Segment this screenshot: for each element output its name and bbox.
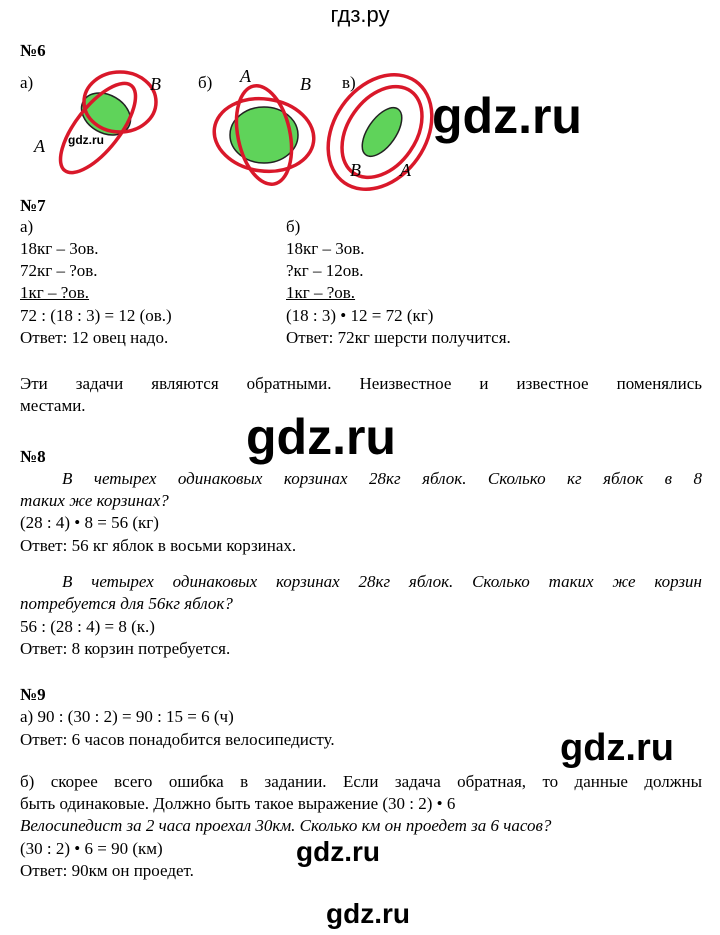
task7-left-4: 72 : (18 : 3) = 12 (ов.) bbox=[20, 306, 172, 325]
watermark-1: gdz.ru bbox=[432, 88, 582, 144]
task9-b-answer: Ответ: 90км он проедет. bbox=[20, 861, 194, 880]
task9-number: №9 bbox=[20, 685, 46, 704]
task8-number: №8 bbox=[20, 447, 46, 466]
task7-right-3: 1кг – ?ов. bbox=[286, 283, 356, 302]
figure-a-label-b: B bbox=[150, 74, 161, 94]
figure-c-inner bbox=[354, 101, 409, 163]
task8-q2-line1: В четырех одинаковых корзинах 28кг яблок. Сколько таких же корзин bbox=[62, 572, 702, 591]
task9-b-calc: (30 : 2) • 6 = 90 (км) bbox=[20, 839, 163, 858]
task8-q1-line1: В четырех одинаковых корзинах 28кг яблок. Сколько кг яблок в 8 bbox=[62, 469, 702, 488]
figure-a-label: а) bbox=[20, 73, 34, 92]
figure-b-label-a: A bbox=[240, 66, 251, 86]
task7-right-5: Ответ: 72кг шерсти получится. bbox=[286, 328, 511, 347]
task9-b-question: Велосипедист за 2 часа проехал 30км. Сколько км он проедет за 6 часов? bbox=[20, 816, 552, 835]
figure-b bbox=[198, 66, 319, 189]
watermark-3: gdz.ru bbox=[560, 727, 674, 769]
task6-figures bbox=[20, 62, 460, 192]
watermark-5: gdz.ru bbox=[326, 898, 410, 929]
figure-a-label-a: A bbox=[34, 136, 45, 156]
task8-calc2: 56 : (28 : 4) = 8 (к.) bbox=[20, 617, 155, 636]
task9-a-answer: Ответ: 6 часов понадобится велосипедисту. bbox=[20, 730, 335, 749]
figure-b-intersection bbox=[230, 107, 298, 163]
task6-number: №6 bbox=[20, 41, 46, 60]
task9-b-line1: б) скорее всего ошибка в задании. Если задача обратная, то данные должны bbox=[20, 772, 702, 791]
task7-left-3: 1кг – ?ов. bbox=[20, 283, 90, 302]
figure-c-label-a: A bbox=[400, 160, 411, 180]
figure-c-label: в) bbox=[342, 73, 356, 92]
watermark-tiny: gdz.ru bbox=[68, 133, 104, 147]
figure-a bbox=[20, 72, 161, 184]
task7-note-line1: Эти задачи являются обратными. Неизвестное и известное поменялись bbox=[20, 374, 702, 393]
figure-b-label: б) bbox=[198, 73, 213, 92]
task7-right-2: ?кг – 12ов. bbox=[286, 261, 364, 280]
figure-c-label-b: B bbox=[350, 160, 361, 180]
task9-b-line2: быть одинаковые. Должно быть такое выражение (30 : 2) • 6 bbox=[20, 794, 456, 813]
task7-number: №7 bbox=[20, 196, 46, 215]
task7-right-4: (18 : 3) • 12 = 72 (кг) bbox=[286, 306, 434, 325]
task8-q2-line2: потребуется для 56кг яблок? bbox=[20, 594, 233, 613]
task7-right-1: 18кг – 3ов. bbox=[286, 239, 365, 258]
task8-calc1: (28 : 4) • 8 = 56 (кг) bbox=[20, 513, 159, 532]
task7-left-2: 72кг – ?ов. bbox=[20, 261, 98, 280]
watermark-2: gdz.ru bbox=[246, 409, 396, 465]
site-header: гдз.ру bbox=[330, 2, 390, 27]
task7-left-0: а) bbox=[20, 217, 34, 236]
task8-q1-line2: таких же корзинах? bbox=[20, 491, 169, 510]
task8-answer1: Ответ: 56 кг яблок в восьми корзинах. bbox=[20, 536, 297, 555]
task7-note-line2: местами. bbox=[20, 396, 86, 415]
task7-right-0: б) bbox=[286, 217, 301, 236]
task9-a-calc: а) 90 : (30 : 2) = 90 : 15 = 6 (ч) bbox=[20, 707, 234, 726]
figure-b-label-b: B bbox=[300, 74, 311, 94]
task7-left-5: Ответ: 12 овец надо. bbox=[20, 328, 169, 347]
task7-left-1: 18кг – 3ов. bbox=[20, 239, 99, 258]
watermark-4: gdz.ru bbox=[296, 836, 380, 867]
task8-answer2: Ответ: 8 корзин потребуется. bbox=[20, 639, 231, 658]
